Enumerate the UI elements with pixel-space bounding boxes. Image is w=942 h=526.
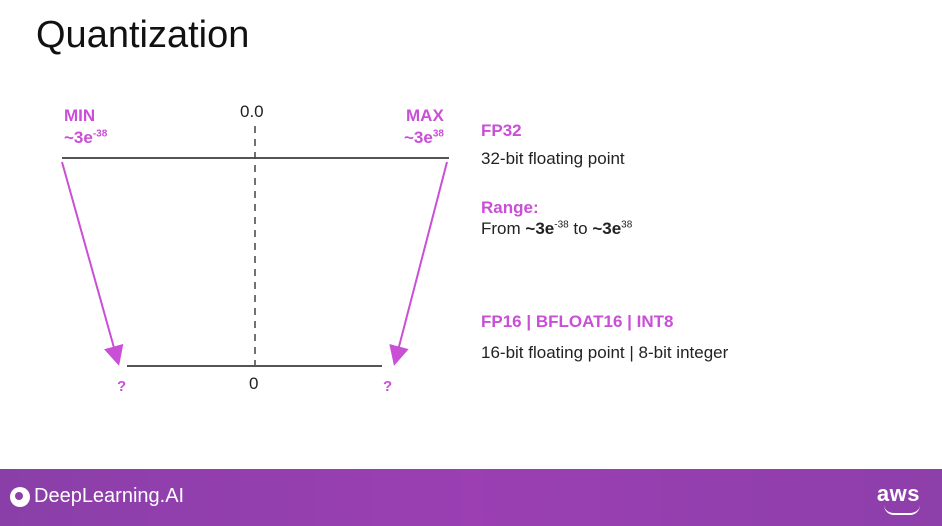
min-label: MIN [64,106,96,125]
low-precision-description: 16-bit floating point | 8-bit integer [481,343,729,362]
page-title: Quantization [36,14,250,56]
fp32-description: 32-bit floating point [481,149,625,168]
range-text: From $\sim 3e^{-38}$ to $\sim 3e^{38}$ [481,219,633,238]
max-label: MAX [406,106,444,125]
brand-name: DeepLearning.AI [34,485,185,507]
aws-smile-icon [884,505,920,515]
low-precision-heading: FP16 | BFLOAT16 | INT8 [481,312,674,331]
min-value: $\sim 3e^{-38}$ [64,128,108,147]
right-question-mark: ? [383,378,393,395]
aws-logo: aws [876,481,920,506]
max-mapping-arrow [395,162,447,362]
deeplearning-ai-icon [10,487,30,507]
left-question-mark: ? [117,378,127,395]
brand-logo [10,485,184,508]
max-value: $\sim 3e^{38}$ [404,128,444,147]
min-mapping-arrow [62,162,118,362]
fp32-heading: FP32 [481,121,522,140]
bottom-zero-label: 0 [249,374,259,393]
range-heading: Range: [481,198,539,217]
top-zero-label: 0.0 [240,102,264,121]
footer-bar [0,469,942,526]
